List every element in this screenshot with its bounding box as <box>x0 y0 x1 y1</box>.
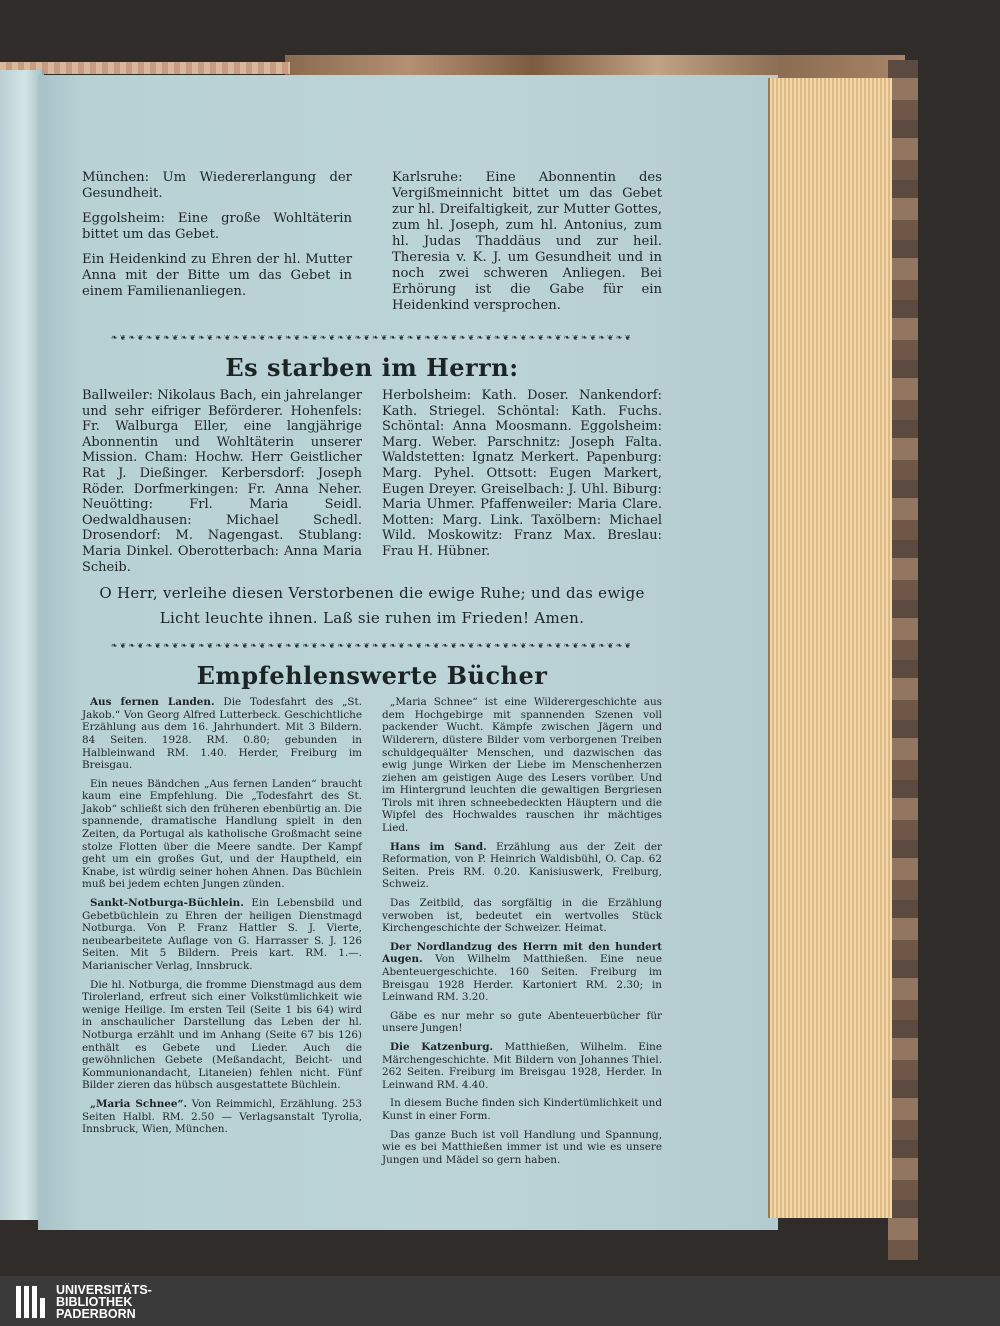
book-review-paragraph <box>82 897 362 973</box>
deaths-list <box>82 388 662 575</box>
prayer-request: Eggolsheim: Eine große Wohltäterin bittet um das Gebet. <box>82 211 352 242</box>
deaths-right: Herbolsheim: Kath. Doser. Nankendorf: Kath. Striegel. Schöntal: Kath. Fuchs. Schöntal: Anna Moosmann. Eggolsheim: Marg. Weber. Parschnitz: Joseph Falta. Waldstetten: Ignatz Merkert. Papenburg: Marg. Pyhel. Ottsott: Eugen Markert, Eugen Dreyer. Greiselbach: J. Uhl. Biburg: Maria Uhmer. Pfaffenweiler: Maria Clare. Motten: Marg. Link. Taxölbern: Michael Wild. Moskowitz: Franz Max. Breslau: Frau H. Hübner. <box>382 388 662 559</box>
library-name-line1: UNIVERSITÄTS- <box>56 1283 152 1297</box>
book-review-paragraph <box>82 696 362 772</box>
prayer-requests-left <box>82 170 352 323</box>
book-review-paragraph <box>382 1129 662 1167</box>
book-review-text: Das ganze Buch ist voll Handlung und Spannung, wie es bei Matthießen immer ist und wie es unsere Jungen und Mädel so gern haben. <box>382 1128 662 1166</box>
requiem-prayer: O Herr, verleihe diesen Verstorbenen die ewige Ruhe; und das ewige Licht leuchte ihnen. Laß sie ruhen im Frieden! Amen. <box>99 584 645 628</box>
book-review-text: Das Zeitbild, das sorgfältig in die Erzählung verwoben ist, bedeutet ein wertvolles Stück Kirchengeschichte der Schweizer. Heimat. <box>382 897 662 935</box>
book-review-paragraph <box>82 778 362 891</box>
prayer-request: Karlsruhe: Eine Abonnentin des Vergißmeinnicht bittet um das Gebet zur hl. Dreifaltigkeit, zur Mutter Gottes, zum hl. Joseph, zum hl. Antonius, zum hl. Judas Thaddäus und zur heil. Theresia v. K. J. um Gesundheit und in noch zwei schweren Anliegen. Bei Erhörung ist die Gabe für ein Heidenkind versprochen. <box>392 170 662 313</box>
page-block-edges <box>768 78 892 1218</box>
book-review-paragraph <box>382 1097 662 1122</box>
page-content <box>82 170 662 1172</box>
book-review-text: „Maria Schnee“ ist eine Wilderergeschichte aus dem Hochgebirge mit spannenden Szenen voll packender Wucht. Kämpfe zwischen Jägern und Wilderern, düstere Bilder vom verborgenen Treiben schuldgequälter Menschen, und dazwischen das ewig junge Wirken der Liebe im Menschenherzen ziehen am geistigen Auge des Lesers vorüber. Und im Hintergrund leuchten die gewaltigen Bergriesen Tirols mit ihren schneebedeckten Häuptern und die Wipfel des Hochwaldes rauschen ihr mächtiges Lied. <box>382 696 662 835</box>
book-title: Die Katzenburg. <box>390 1040 494 1053</box>
book-reviews <box>82 696 662 1172</box>
marbled-cover-right <box>888 60 918 1260</box>
book-review-paragraph <box>382 1010 662 1035</box>
book-review-text: Erzählung aus der Zeit der Reformation, von P. Heinrich Waldisbühl, O. Cap. 62 Seiten. Preis RM. 0.20. Kanisiuswerk, Freiburg, Schweiz. <box>382 840 662 891</box>
book-title: Hans im Sand. <box>390 840 487 853</box>
book-review-paragraph <box>82 1098 362 1136</box>
library-footer <box>0 1276 1000 1326</box>
prayer-request: München: Um Wiedererlangung der Gesundheit. <box>82 170 352 201</box>
library-name-line3: PADERBORN <box>56 1307 136 1321</box>
book-review-text: Ein Lebensbild und Gebetbüchlein zu Ehren der heiligen Dienstmagd Notburga. Von P. Franz Hattler S. J. Vierte, neubearbeitete Auflage von G. Harrasser S. J. 126 Seiten. Mit 5 Bildern. Preis kart. RM. 1.—. Marianischer Verlag, Innsbruck. <box>82 897 362 972</box>
book-title: „Maria Schnee“. <box>90 1097 188 1110</box>
book-review-text: Gäbe es nur mehr so gute Abenteuerbücher für unsere Jungen! <box>382 1009 662 1035</box>
library-name-line2: BIBLIOTHEK <box>56 1295 133 1309</box>
book-review-paragraph <box>382 841 662 891</box>
book-review-paragraph <box>382 696 662 835</box>
deaths-left: Ballweiler: Nikolaus Bach, ein jahrelanger und sehr eifriger Beförderer. Hohenfels: Fr. Walburga Eller, eine langjährige Abonnentin und Wohltäterin unserer Mission. Cham: Hochw. Herr Geistlicher Rat J. Dießinger. Kerbersdorf: Joseph Röder. Dorfmerkingen: Fr. Anna Neher. Neuötting: Frl. Maria Seidl. Oedwaldhausen: Michael Schedl. Drosendorf: M. Nagengast. Stublang: Maria Dinkel. Oberotterbach: Anna Maria Scheib. <box>82 388 362 575</box>
book-reviews-right <box>382 696 662 1172</box>
deaths-heading: Es starben im Herrn: <box>225 353 519 382</box>
book-review-text: In diesem Buche finden sich Kindertümlichkeit und Kunst in einer Form. <box>382 1097 662 1122</box>
book-review-paragraph <box>382 897 662 935</box>
ornamental-divider: ❧❦❧❦❧❦❧❦❧❦❧❦❧❦❧❦❧❦❧❦❧❦❧❦❧❦❧❦❧❦❧❦❧❦❧❦❧❦❧❦❧❦❧❦❧❦❧❦❧❦❧❦❧❦❧❦❧❦❧❦ <box>110 643 634 650</box>
book-review-text: Ein neues Bändchen „Aus fernen Landen“ braucht kaum eine Empfehlung. Die „Todesfahrt des St. Jakob“ schließt sich den früheren ebenbürtig an. Die spannende, dramatische Handlung spielt in den Zeiten, da Portugal als katholische Großmacht seine stolze Flotten über die Meere sandte. Der Kampf geht um ein großes Gut, und der Hauptheld, ein Knabe, ist würdig seiner hohen Ahnen. Das Büchlein muß bei jedem echten Jungen zünden. <box>82 777 362 891</box>
book-title: Sankt-Notburga-Büchlein. <box>90 897 244 910</box>
ornamental-divider: ❧❦❧❦❧❦❧❦❧❦❧❦❧❦❧❦❧❦❧❦❧❦❧❦❧❦❧❦❧❦❧❦❧❦❧❦❧❦❧❦❧❦❧❦❧❦❧❦❧❦❧❦❧❦❧❦❧❦❧❦ <box>110 335 634 341</box>
book-title: Der Nordlandzug des Herrn mit den hundert Augen. <box>382 940 662 966</box>
library-logo-icon <box>14 1284 48 1320</box>
book-review-paragraph <box>82 979 362 1092</box>
book-review-text: Matthießen, Wilhelm. Eine Märchengeschichte. Mit Bildern von Johannes Thiel. 262 Seiten. Freiburg im Breisgau 1928, Herder. In Leinwand RM. 4.40. <box>382 1040 662 1091</box>
prayer-requests-right <box>392 170 662 323</box>
book-review-text: Die hl. Notburga, die fromme Dienstmagd aus dem Tirolerland, erfreut sich einer Volkstümlichkeit wie wenige Heilige. Im ersten Teil (Seite 1 bis 64) wird in anschaulicher Darstellung das Leben der hl. Notburga erzählt und im Anhang (Seite 67 bis 126) enthält es Gebete und Lieder. Auch die gewöhnlichen Gebete (Meßandacht, Beicht- und Kommunionandacht, Litaneien) fehlen nicht. Fünf Bilder zieren das hübsch ausgestattete Büchlein. <box>82 978 362 1092</box>
prayer-requests <box>82 170 662 323</box>
prayer-request: Ein Heidenkind zu Ehren der hl. Mutter Anna mit der Bitte um das Gebet in einem Familienanliegen. <box>82 252 352 299</box>
book-review-paragraph <box>382 1041 662 1091</box>
books-heading: Empfehlenswerte Bücher <box>196 661 548 691</box>
book-review-paragraph <box>382 941 662 1004</box>
book-title: Aus fernen Landen. <box>90 696 215 709</box>
book-review-text: Von Wilhelm Matthießen. Eine neue Abenteuergeschichte. 160 Seiten. Freiburg im Breisgau 1928 Herder. Kartoniert RM. 2.30; in Leinwand RM. 3.20. <box>382 953 662 1004</box>
library-name <box>56 1284 152 1320</box>
book-review-text: Die Todesfahrt des „St. Jakob.“ Von Georg Alfred Lutterbeck. Geschichtliche Erzählung aus dem 16. Jahrhundert. Mit 3 Bildern. 84 Seiten. 1928. RM. 0.80; gebunden in Halbleinwand RM. 1.40. Herder, Freiburg im Breisgau. <box>82 696 362 772</box>
book-reviews-left <box>82 696 362 1172</box>
book-review-text: Von Reimmichl, Erzählung. 253 Seiten Halbl. RM. 2.50 — Verlagsanstalt Tyrolia, Innsbruck, Wien, München. <box>82 1097 362 1136</box>
